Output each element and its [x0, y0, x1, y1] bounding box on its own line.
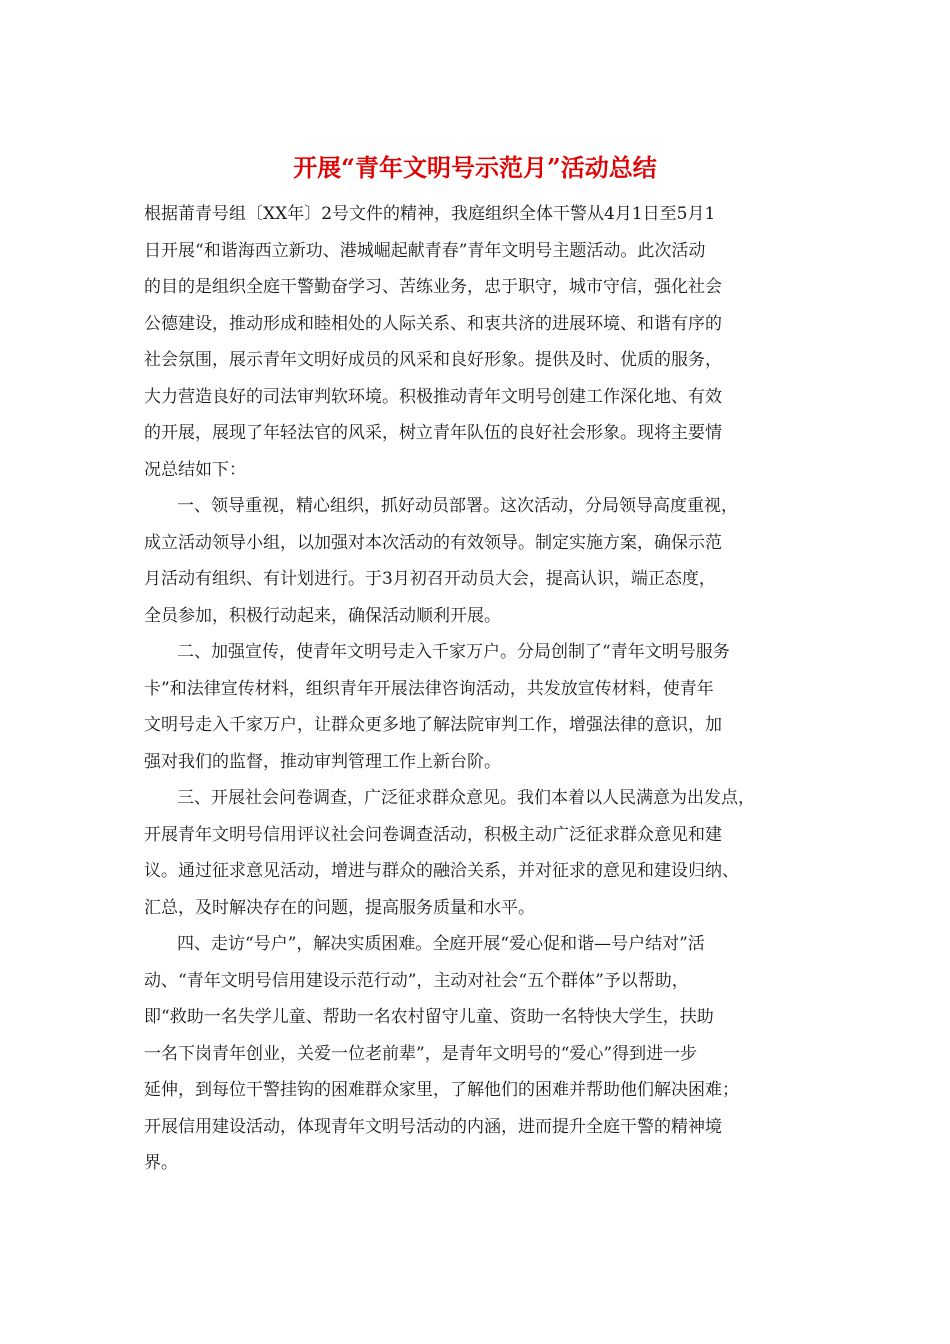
- text-line: 即“救助一名失学儿童、帮助一名农村留守儿童、资助一名特快大学生，扶助: [144, 1007, 714, 1027]
- text-line: 全员参加，积极行动起来，确保活动顺利开展。: [144, 605, 501, 626]
- text-line: 界。: [144, 1153, 178, 1173]
- text-line: 日开展“和谐海西立新功、港城崛起献青春”青年文明号主题活动。此次活动: [144, 240, 706, 261]
- text-line: 社会氛围，展示青年文明好成员的风采和良好形象。提供及时、优质的服务，: [144, 350, 722, 370]
- text-line: 的目的是组织全庭干警勤奋学习、苦练业务，忠于职守，城市守信，强化社会: [144, 277, 722, 297]
- text-line: 开展信用建设活动，体现青年文明号活动的内涵，进而提升全庭干警的精神境: [144, 1116, 722, 1137]
- text-line: 大力营造良好的司法审判软环境。积极推动青年文明号创建工作深化地、有效: [144, 386, 722, 407]
- text-line: 月活动有组织、有计划进行。于3月初召开动员大会，提高认识，端正态度，: [144, 569, 716, 589]
- text-line: 卡”和法律宣传材料，组织青年开展法律咨询活动，共发放宣传材料，使青年: [144, 678, 714, 699]
- text-line: 一、领导重视，精心组织，抓好动员部署。这次活动，分局领导高度重视，: [177, 496, 738, 516]
- text-line: 公德建设，推动形成和睦相处的人际关系、和衷共济的进展环境、和谐有序的: [144, 313, 722, 334]
- text-line: 汇总，及时解决存在的问题，提高服务质量和水平。: [144, 897, 535, 918]
- text-line: 的开展，展现了年轻法官的风采，树立青年队伍的良好社会形象。现将主要情: [144, 423, 722, 443]
- text-line: 延伸，到每位干警挂钩的困难群众家里，了解他们的困难并帮助他们解决困难；: [144, 1080, 739, 1100]
- document-title: 开展“青年文明号示范月”活动总结: [293, 153, 657, 182]
- text-line: 三、开展社会问卷调查，广泛征求群众意见。我们本着以人民满意为出发点，: [177, 788, 755, 808]
- text-line: 议。通过征求意见活动，增进与群众的融洽关系，并对征求的意见和建设归纳、: [144, 861, 739, 881]
- text-line: 四、走访“号户”，解决实质困难。全庭开展“爱心促和谐—号户结对”活: [177, 934, 705, 954]
- text-line: 一名下岗青年创业，关爱一位老前辈”，是青年文明号的“爱心”得到进一步: [144, 1043, 698, 1064]
- text-line: 动、“青年文明号信用建设示范行动”，主动对社会“五个群体”予以帮助，: [144, 970, 689, 991]
- text-line: 文明号走入千家万户，让群众更多地了解法院审判工作，增强法律的意识，加: [144, 715, 722, 735]
- text-line: 开展青年文明号信用评议社会问卷调查活动，积极主动广泛征求群众意见和建: [144, 824, 722, 845]
- text-line: 根据莆青号组〔XX年〕2号文件的精神，我庭组织全体干警从4月1日至5月1: [144, 204, 716, 224]
- text-line: 成立活动领导小组，以加强对本次活动的有效领导。制定实施方案，确保示范: [144, 532, 722, 553]
- text-line: 二、加强宣传，使青年文明号走入千家万户。分局创制了“青年文明号服务: [177, 642, 730, 662]
- text-line: 强对我们的监督，推动审判管理工作上新台阶。: [144, 751, 501, 772]
- document-body: [144, 196, 824, 1182]
- text-line: 况总结如下：: [144, 459, 246, 480]
